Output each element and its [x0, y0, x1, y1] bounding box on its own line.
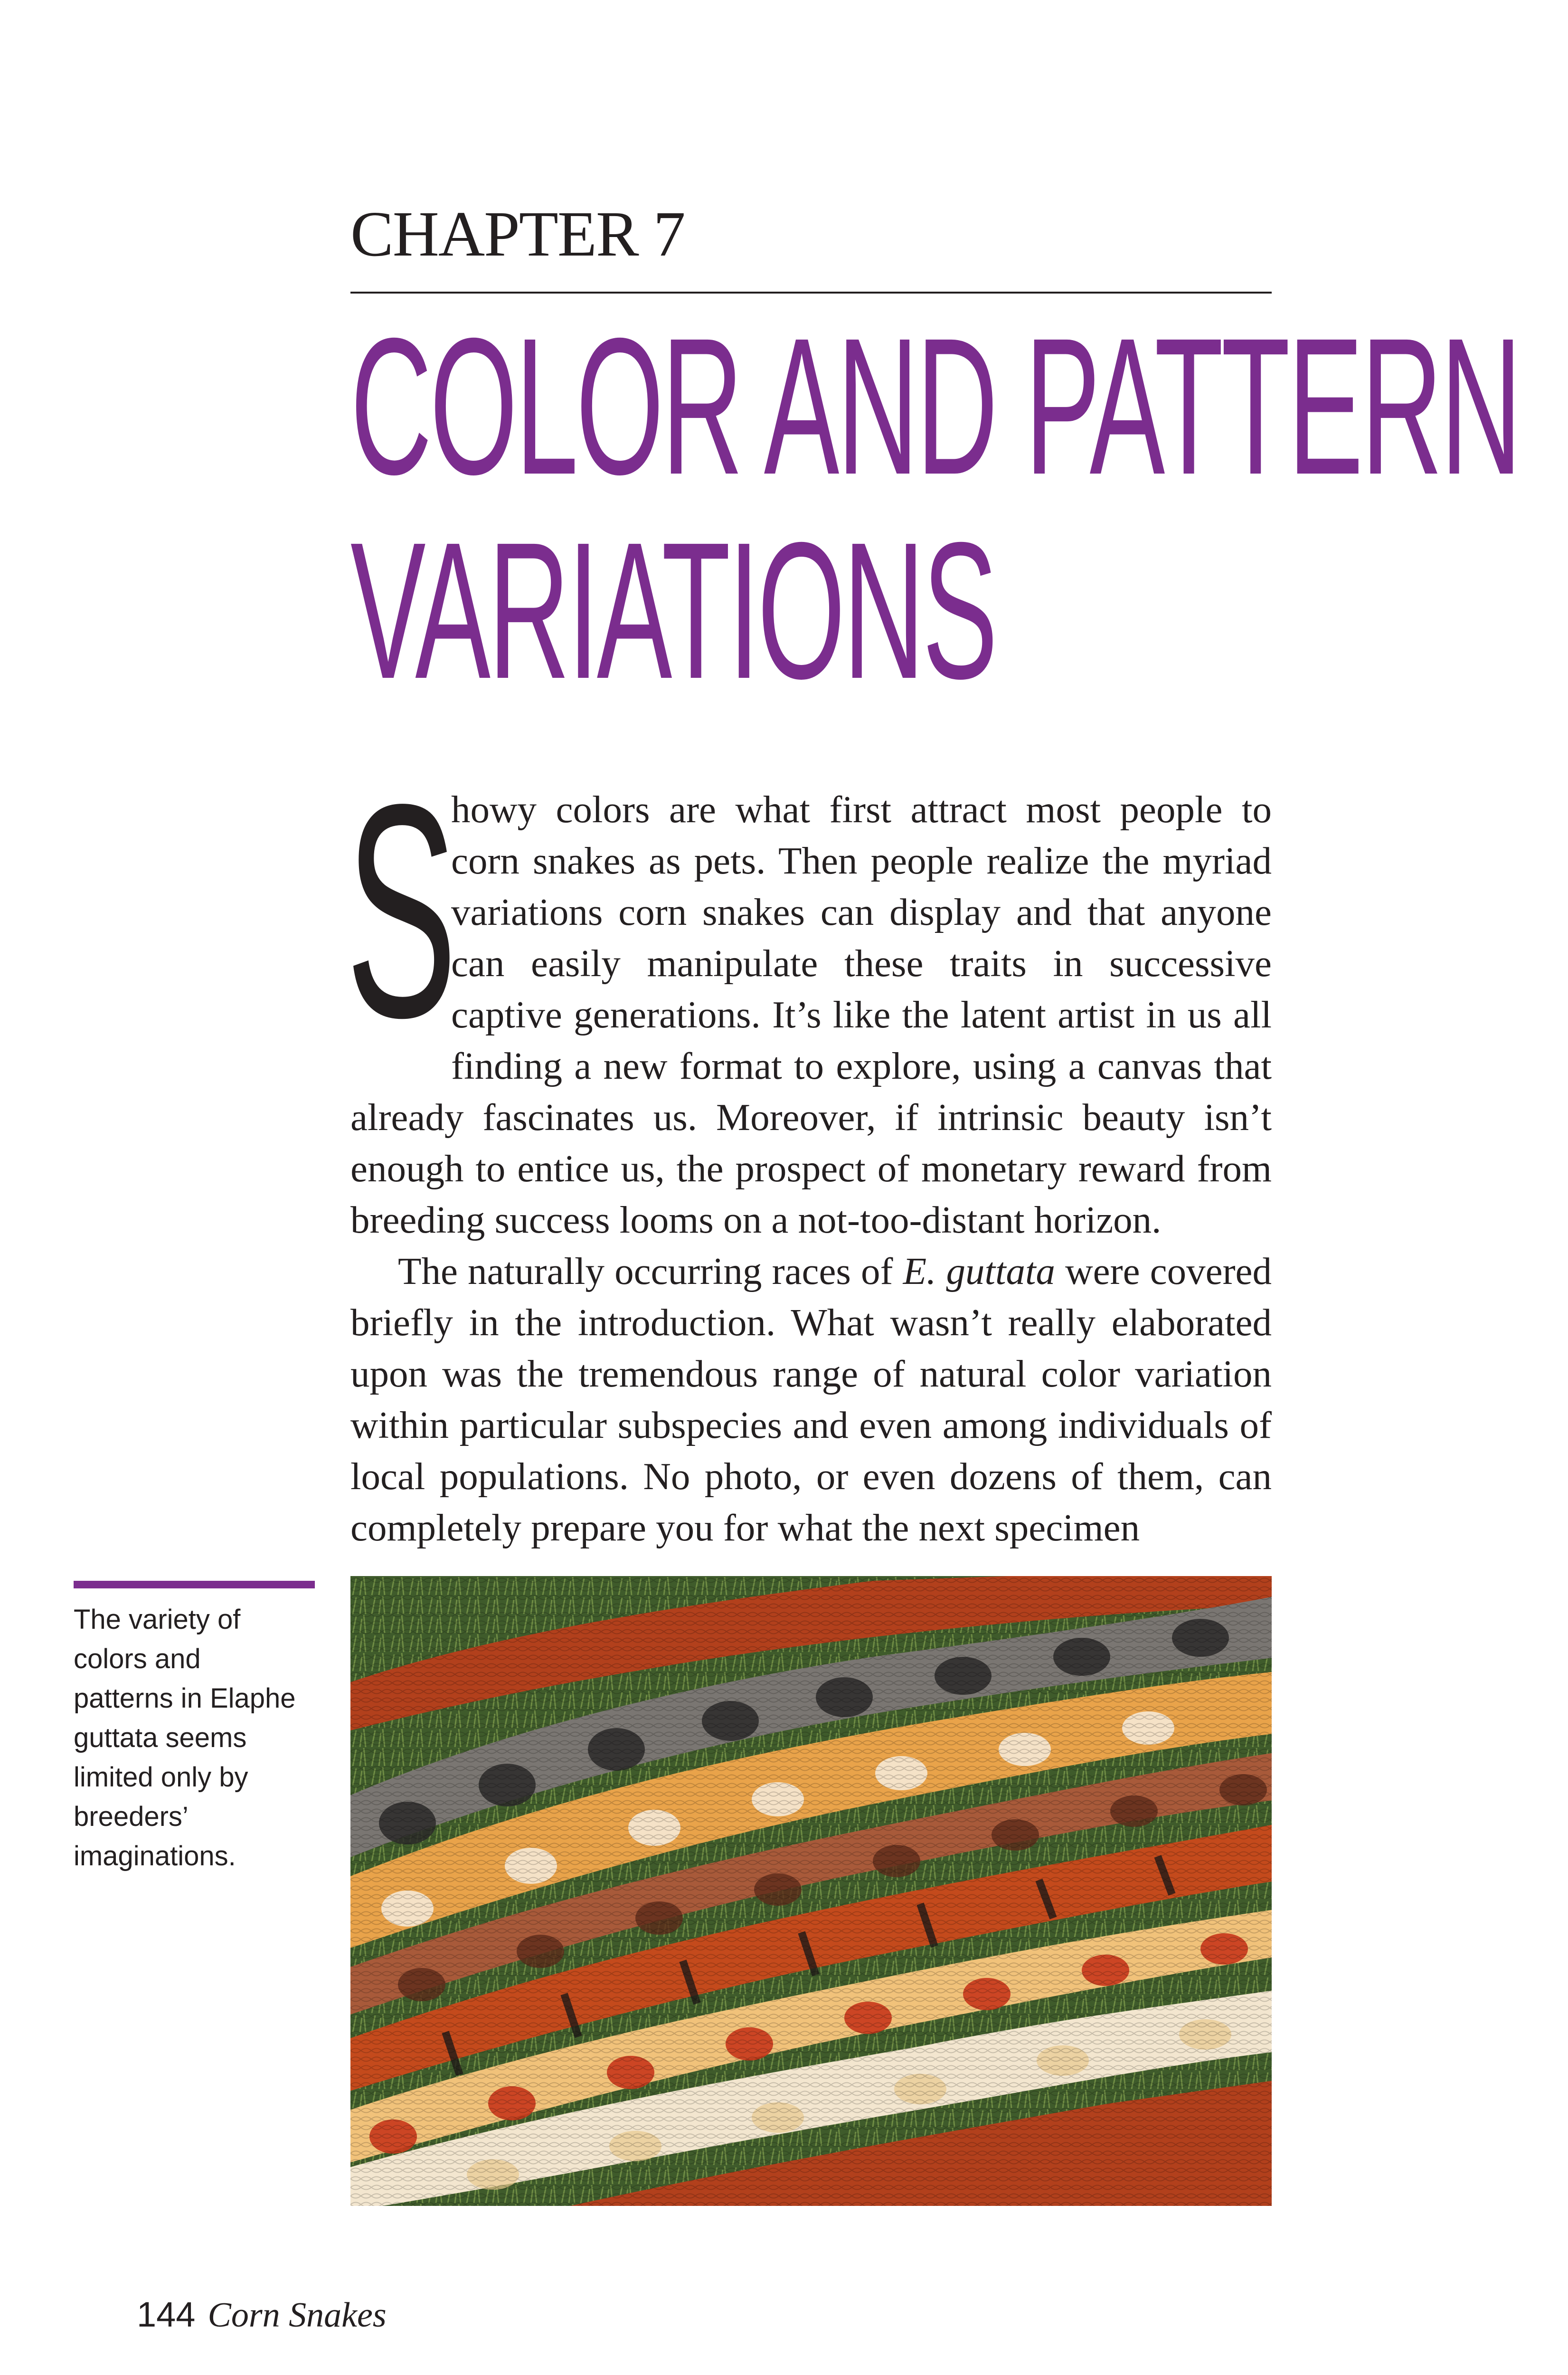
page-number: 144	[137, 2295, 196, 2334]
body-text	[346, 741, 1272, 1553]
chapter-rule	[350, 292, 1272, 294]
species-name: E. guttata	[903, 1250, 1056, 1292]
chapter-label: CHAPTER 7	[350, 199, 685, 270]
snakes-illustration	[350, 1576, 1272, 2206]
paragraph-2: The naturally occurring races of E. guttata were covered briefly in the introduction. What wasn’t really elaborated upon was the tremendous range of natural color variation within particular subspecies and even among individuals of local populations. No photo, or even dozens of them, can completely prepare you for what the next specimen	[350, 1250, 1272, 1549]
paragraph-1	[346, 741, 1272, 1245]
drop-cap: S	[346, 741, 457, 1081]
chapter-title-line-1: COLOR AND PATTERN	[350, 297, 1520, 515]
paragraph-1-text: howy colors are what first attract most people to corn snakes as pets. Then people realize the myriad variations corn snakes can display and that anyone can easily manipulate these traits in successive captive generations. It’s like the latent artist in us all finding a new format to explore, using a canvas that already fascinates us. Moreover, if intrinsic beauty isn’t enough to entice us, the prospect of monetary reward from breeding success looms on a not-too-distant horizon.	[350, 788, 1272, 1241]
page-footer	[137, 2294, 387, 2336]
caption-rule	[74, 1581, 315, 1588]
chapter-title-line-2: VARIATIONS	[350, 502, 996, 719]
corn-snakes-photo	[350, 1576, 1272, 2206]
chapter-title	[350, 297, 1520, 719]
book-title: Corn Snakes	[208, 2296, 387, 2335]
photo-caption: The variety of colors and patterns in Elaphe guttata seems limited only by breeders’ imaginations.	[74, 1604, 296, 1872]
